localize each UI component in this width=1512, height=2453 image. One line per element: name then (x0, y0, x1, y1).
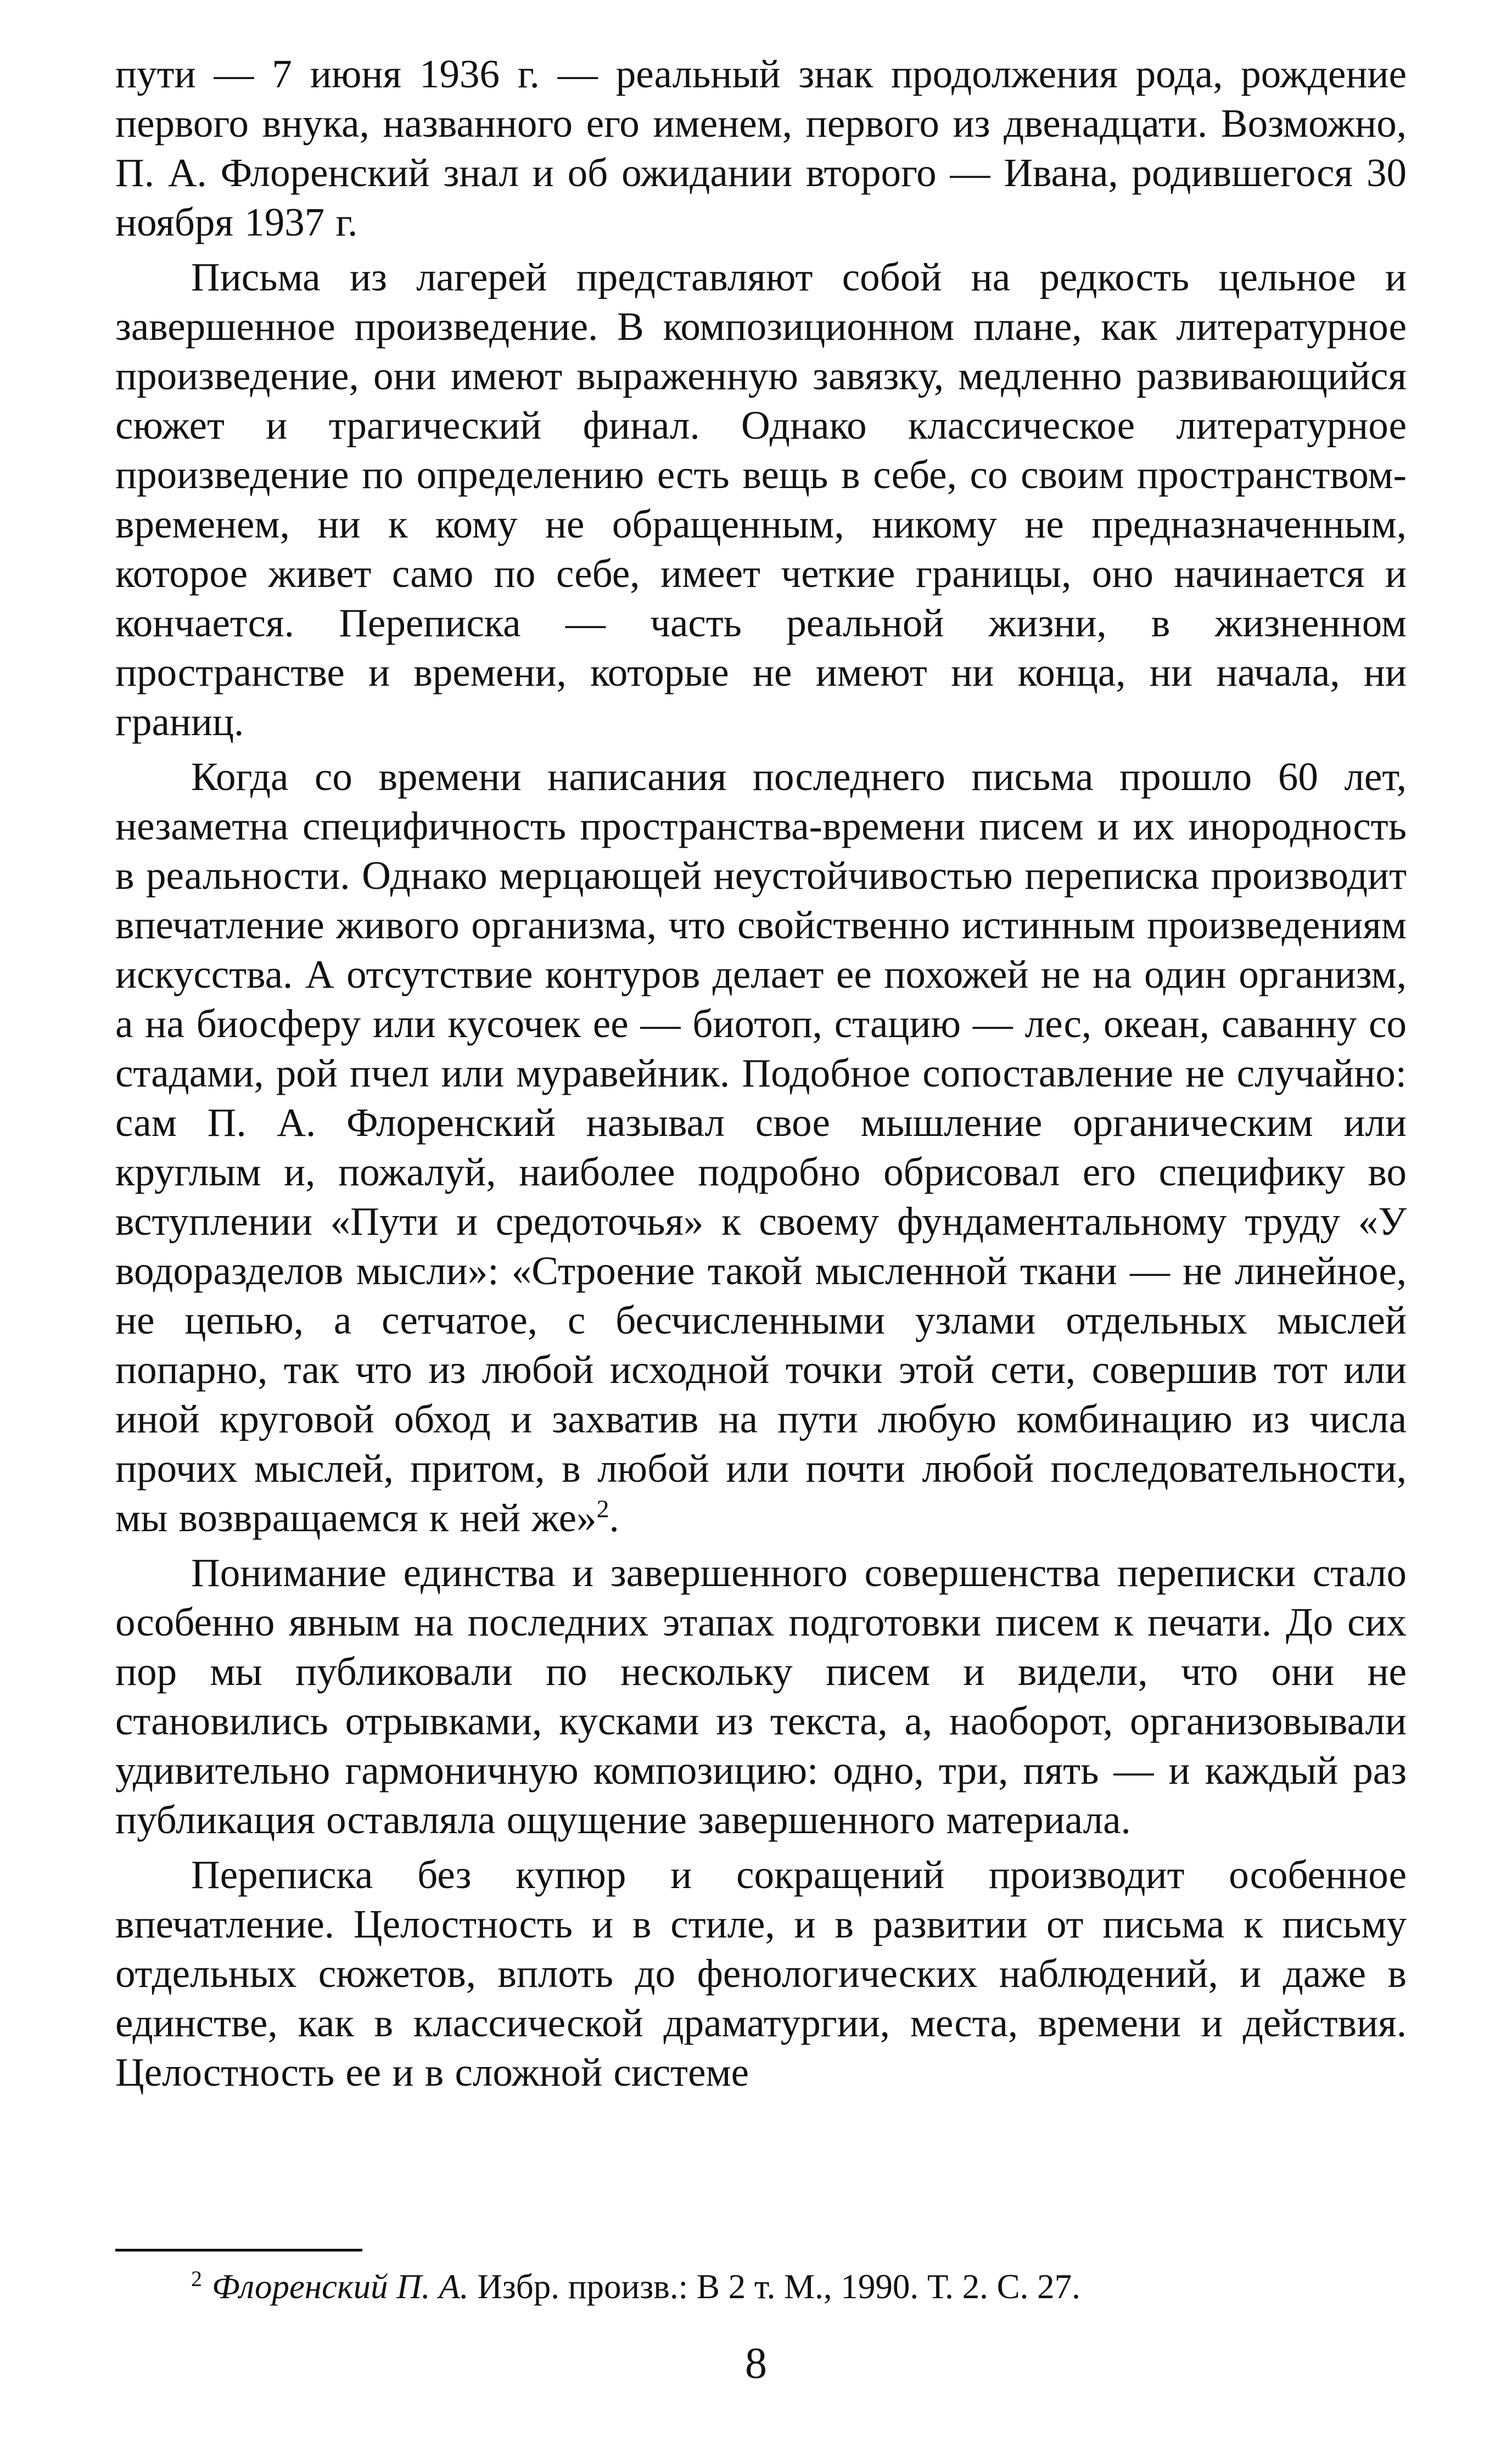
paragraph-1-continued: пути — 7 июня 1936 г. — реальный знак продолжения рода, рождение первого внука, названного его именем, первого из двенадцати. Возможно, П. А. Флоренский знал и об ожидании второго — Ивана, родившегося 30 ноября 1937 г. (115, 52, 1407, 244)
footnote-author: Флоренский П. А. (212, 2267, 469, 2306)
paragraph-5: Переписка без купюр и сокращений производит особенное впечатление. Целостность и в стиле, и в развитии от письма к письму отдельных сюжетов, вплоть до фенологических наблюдений, и даже в единстве, как в классической драматургии, места, времени и действия. Целостность ее и в сложной системе (115, 1852, 1407, 2094)
footnote-text: Избр. произв.: В 2 т. М., 1990. Т. 2. С. 27. (477, 2267, 1080, 2306)
footnote-divider (115, 2249, 362, 2252)
footnote (115, 2265, 1407, 2309)
page-body (115, 49, 1407, 2097)
body-text (115, 49, 1407, 2097)
footnote-reference: 2 (596, 1494, 609, 1523)
page-number: 8 (745, 2339, 767, 2388)
paragraph-3-end: . (609, 1496, 619, 1540)
paragraph-4: Понимание единства и завершенного совершенства переписки стало особенно явным на последних этапах подготовки писем к печати. До сих пор мы публиковали по нескольку писем и видели, что они не становились отрывками, кусками из текста, а, наоборот, организовывали удивительно гармоничную композицию: одно, три, пять — и каждый раз публикация оставляла ощущение завершенного материала. (115, 1550, 1407, 1842)
paragraph-3-text: Когда со времени написания последнего письма прошло 60 лет, незаметна специфичность пространства-времени писем и их инородность в реальности. Однако мерцающей неустойчивостью переписка производит впечатление живого организма, что свойственно истинным произведениям искусства. А отсутствие контуров делает ее похожей не на один организм, а на биосферу или кусочек ее — биотоп, стацию — лес, океан, саванну со стадами, рой пчел или муравейник. Подобное сопоставление не случайно: сам П. А. Флоренский называл свое мышление органическим или круглым и, пожалуй, наиболее подробно обрисовал его специфику во вступлении «Пути и средоточья» к своему фундаментальному труду «У водоразделов мысли»: «Строение такой мысленной ткани — не линейное, не цепью, а сетчатое, с бесчисленными узлами отдельных мыслей попарно, так что из любой исходной точки этой сети, совершив тот или иной круговой обход и захватив на пути любую комбинацию из числа прочих мыслей, притом, в любой или почти любой последовательности, мы возвращаемся к ней же» (115, 754, 1407, 1540)
footnote-number: 2 (191, 2266, 202, 2291)
paragraph-3 (115, 752, 1407, 1543)
paragraph-2: Письма из лагерей представляют собой на редкость цельное и завершенное произведение. В композиционном плане, как литературное произведение, они имеют выраженную завязку, медленно развивающийся сюжет и трагический финал. Однако классическое литературное произведение по определению есть вещь в себе, со своим пространством-временем, ни к кому не обращенным, никому не предназначенным, которое живет само по себе, имеет четкие границы, оно начинается и кончается. Переписка — часть реальной жизни, в жизненном пространстве и времени, которые не имеют ни конца, ни начала, ни границ. (115, 255, 1407, 744)
